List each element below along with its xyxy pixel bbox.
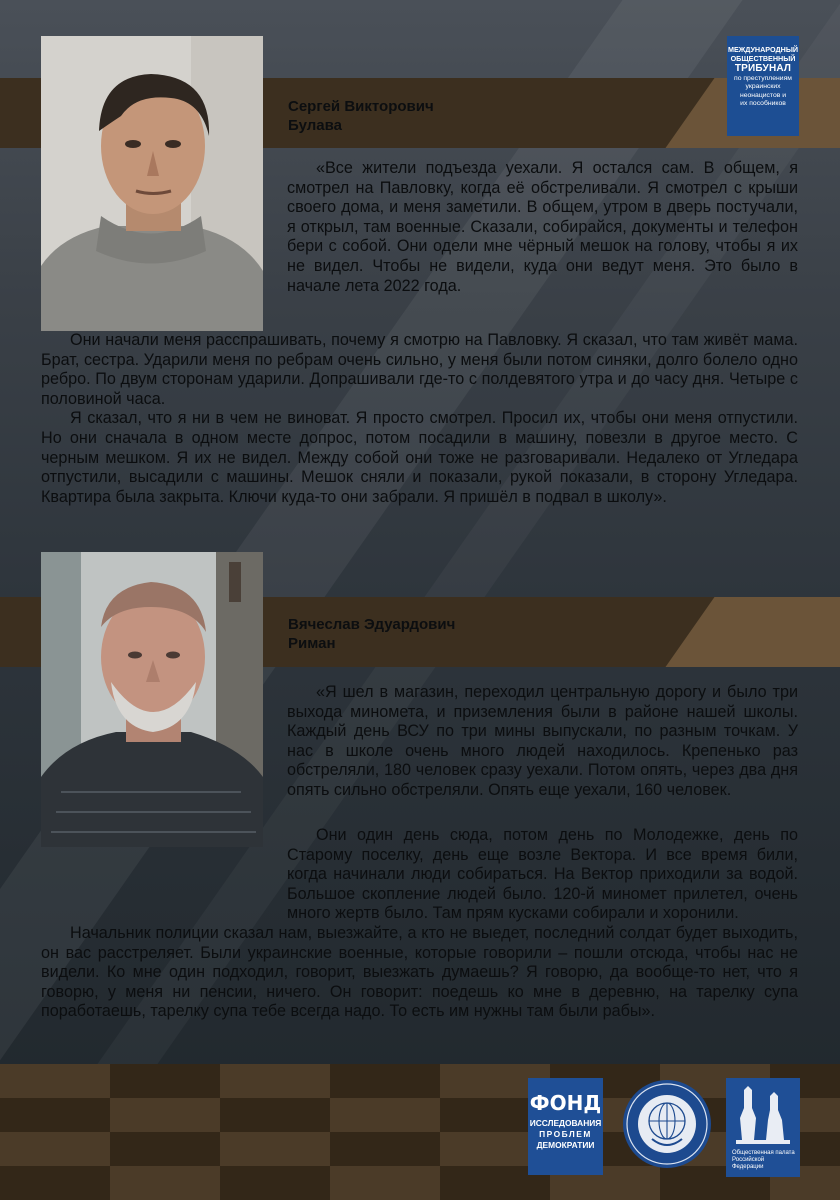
public-chamber-text: Общественная палата Российской Федерации bbox=[732, 1150, 795, 1170]
witness-1-paragraph: «Все жители подъезда уехали. Я остался сам. В общем, я смотрел на Павловку, когда её обстреливали. Я смотрел с крыши своего дома, и меня заметили. В общем, утром в дверь постучали, я открыл, там военные. Сказали, собирайся, документы и телефон бери с собой. Они одели мне чёрный мешок на голову, чтобы я их не видел. Чтобы не видели, куда они ведут меня. Это было в начале лета 2022 года. bbox=[287, 159, 798, 295]
fond-logo-text: ДЕМОКРАТИИ bbox=[536, 1140, 595, 1150]
compatriots-fund-emblem bbox=[622, 1079, 712, 1169]
witness-1-paragraph: Они начали меня расспрашивать, почему я смотрю на Павловку. Я сказал, что там живёт мама. Брат, сестра. Ударили меня по ребрам очень сильно, у меня были потом синяки, долго болело одно ребро. По двум сторонам ударили. Допрашивали где-то с полдевятого утра и до часу дня. Четыре с половиной часа. bbox=[41, 331, 798, 408]
witness-2-paragraph: Они один день сюда, потом день по Молодежке, день по Старому поселку, день еще возле Вектора. И все время били, когда начинали люди собираться. На Вектор приходили за водой. Большое скопление людей было. 120-й миномет прилетел, очень много жертв было. Там прям кусками собирали и хоронили. bbox=[287, 826, 798, 923]
witness-2-last-name: Риман bbox=[288, 635, 336, 652]
witness-2-name bbox=[288, 615, 455, 653]
tribunal-logo-text: ТРИБУНАЛ bbox=[734, 63, 792, 74]
witness-2-quote-top bbox=[287, 683, 798, 801]
witness-2-paragraph: «Я шел в магазин, переходил центральную дорогу и было три выхода миномета, и приземления были в районе нашей школы. Каждый день ВСУ по три мины выпускали, по разным точкам. У нас в школе очень много людей находилось. Крепенько раз обстреляли, 180 человек сразу уехали. Потом опять, через два дня опять сильно обстреляли. Опять еще уехали, 160 человек. bbox=[287, 683, 798, 799]
fond-logo-text: ИССЛЕДОВАНИЯ bbox=[529, 1118, 602, 1128]
witness-1-first-name: Сергей Викторович bbox=[288, 98, 434, 115]
tribunal-logo-text: ОБЩЕСТВЕННЫЙ bbox=[730, 54, 796, 63]
fond-logo-text: ПРОБЛЕМ bbox=[539, 1129, 592, 1139]
fond-logo-title: ФОНД bbox=[529, 1091, 602, 1115]
witness-2-quote-bottom bbox=[41, 826, 798, 1022]
public-chamber-logo bbox=[726, 1078, 800, 1177]
footer-pattern bbox=[0, 1064, 840, 1200]
tribunal-logo-text: МЕЖДУНАРОДНЫЙ bbox=[727, 45, 799, 54]
witness-1-photo bbox=[41, 36, 263, 331]
witness-1-name bbox=[288, 97, 434, 135]
tribunal-logo bbox=[727, 36, 799, 136]
tribunal-logo-text: украинских bbox=[745, 83, 781, 91]
witness-2-first-name: Вячеслав Эдуардович bbox=[288, 616, 456, 633]
tribunal-logo-text: их пособников bbox=[740, 100, 786, 108]
witness-2-paragraph: Начальник полиции сказал нам, выезжайте, а кто не выедет, последний солдат будет выходить, он вас расстреляет. Были украинские военные, которые говорили – пошли отсюда, чтобы нас не видели. Ко мне один подходил, говорит, выезжать думаешь? Я говорю, да вообще-то нет, что я говорю, у меня ни пенсии, ничего. Он говорит: поедешь ко мне в деревню, на тарелку супа поработаешь, тарелку супа тебе всегда надо. То есть им нужны там были рабы». bbox=[41, 923, 798, 1021]
witness-1-quote-bottom bbox=[41, 331, 798, 507]
witness-2-photo bbox=[41, 552, 263, 847]
tribunal-logo-text: неонацистов и bbox=[739, 91, 787, 99]
tribunal-logo-text: по преступлениям bbox=[734, 75, 792, 82]
fond-logo bbox=[528, 1078, 603, 1175]
witness-1-last-name: Булава bbox=[288, 117, 342, 134]
witness-1-quote-top bbox=[287, 159, 798, 296]
witness-1-paragraph: Я сказал, что я ни в чем не виноват. Я просто смотрел. Просил их, чтобы они меня отпустили. Но они сначала в одном месте допрос, потом посадили в машину, повезли в другое место. С черным мешком. Я их не видел. Между собой они тоже не разговаривали. Недалеко от Угледара отпустили, высадили с машины. Мешок сняли и показали, рукой показали, в сторону Угледара. Квартира была закрыта. Ключи куда-то они забрали. Я пришёл в подвал в школу». bbox=[41, 409, 798, 506]
